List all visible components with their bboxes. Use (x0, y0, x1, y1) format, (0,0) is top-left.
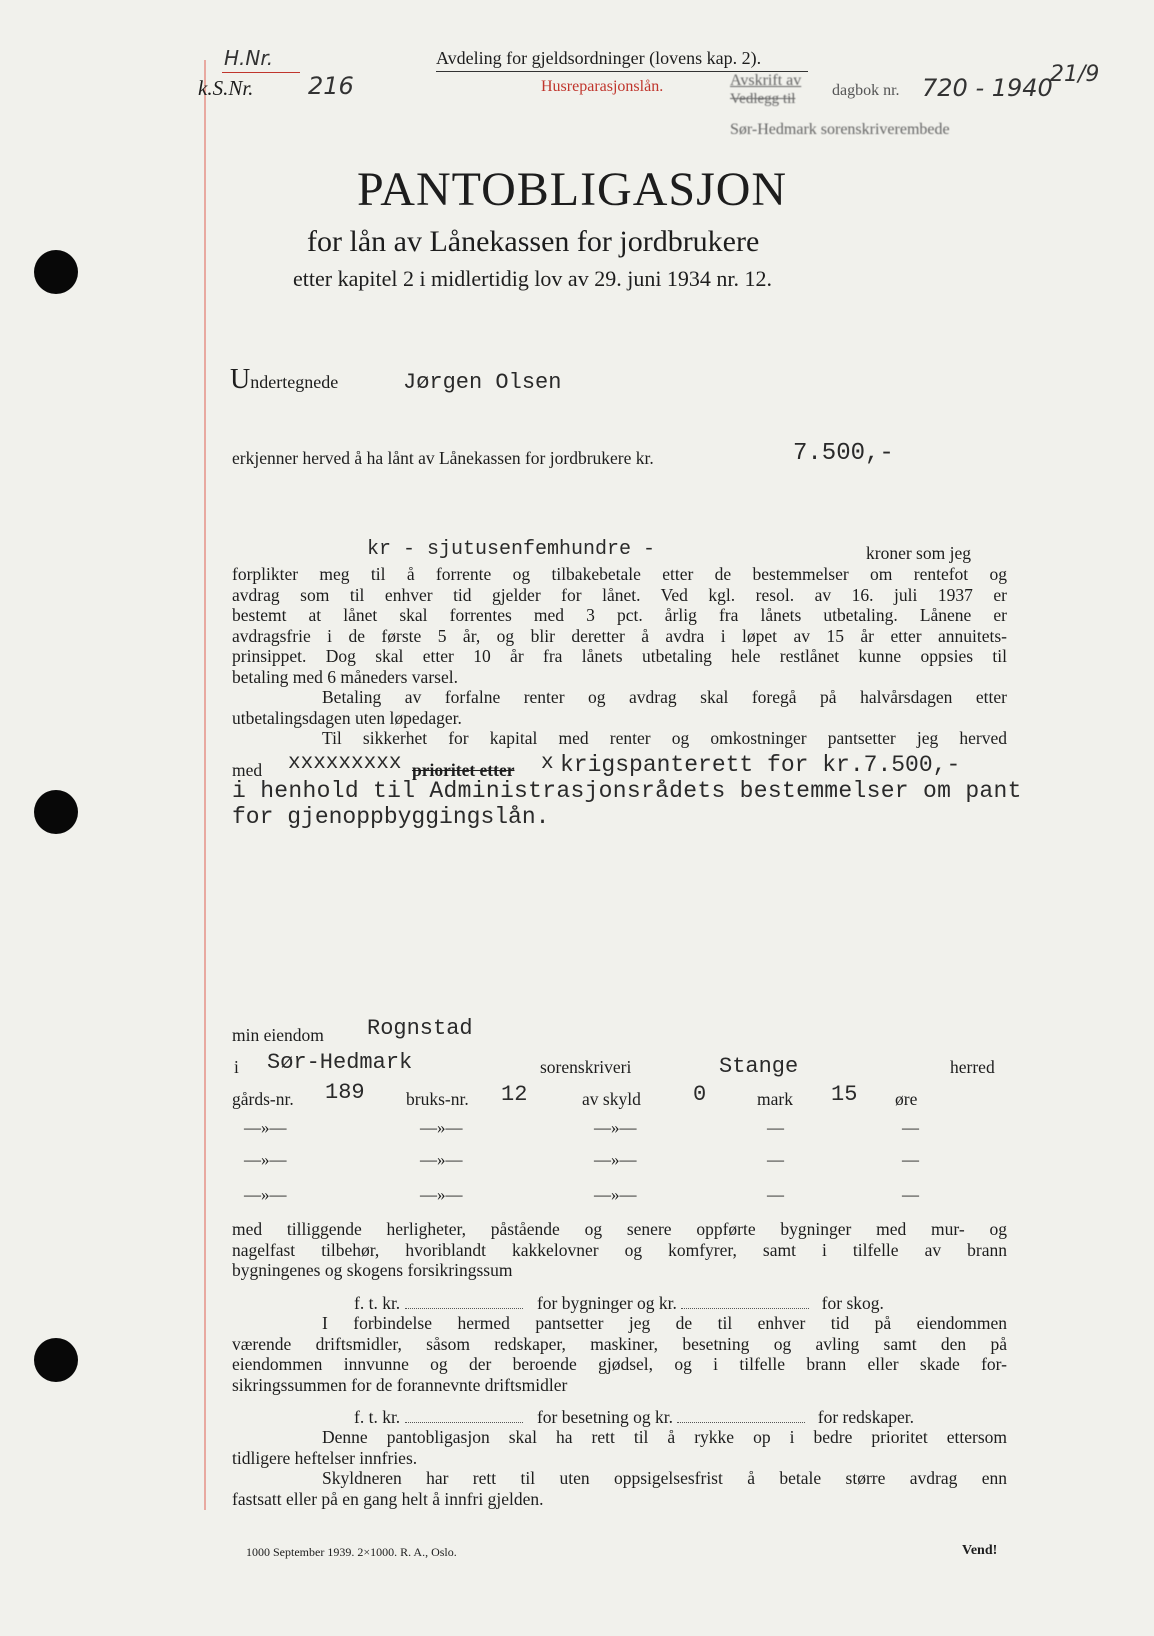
payment-line-2: utbetalingsdagen uten løpedager. (232, 707, 462, 728)
debtor-name: Jørgen Olsen (403, 370, 562, 395)
insurance-line-2 (354, 1407, 914, 1428)
ditto-mark: —»— (420, 1118, 463, 1137)
insurance-blank (677, 1408, 805, 1423)
debtor-label-initial: U (230, 364, 251, 395)
repayment-line-1: Skyldneren har rett til uten oppsigelsesfrist å betale større avdrag enn (322, 1468, 1007, 1488)
security-struck-x: xxxxxxxxx (288, 752, 402, 775)
gards-nr-value: 189 (325, 1080, 365, 1105)
ks-nr-value: 216 (308, 72, 354, 100)
kroner-suffix: kroner som jeg (866, 543, 971, 563)
ditto-mark: —»— (244, 1118, 287, 1137)
insurance-ftkr-label: f. t. kr. (354, 1407, 401, 1427)
ditto-mark: —»— (594, 1185, 637, 1204)
department-heading: Avdeling for gjeldsordninger (lovens kap. 2). (436, 48, 762, 68)
bruks-nr-value: 12 (501, 1082, 528, 1107)
ditto-mark: —»— (420, 1185, 463, 1204)
herred-value: Stange (719, 1054, 799, 1079)
priority-line-1: Denne pantobligasjon skal ha rett til å rykke op i bedre prioritet ettersom (322, 1427, 1007, 1447)
security-line-2: i henhold til Administrasjonsrådets bestemmelser om pant (232, 778, 1022, 804)
debtor-label (230, 364, 338, 396)
district-value: Sør-Hedmark (267, 1050, 413, 1075)
document-title: PANTOBLIGASJON (357, 163, 788, 216)
dash-mark: — (902, 1185, 919, 1204)
document-subtitle-1: for lån av Lånekassen for jordbrukere (307, 225, 760, 258)
skyld-label: av skyld (582, 1089, 641, 1109)
insurance-ftkr-label: f. t. kr. (354, 1293, 401, 1313)
insurance-livestock-label: for besetning og kr. (536, 1407, 674, 1427)
security-struck-tail: x (541, 752, 554, 775)
h-nr-label: H.Nr. (224, 46, 274, 70)
security-intro: Til sikkerhet for kapital med renter og omkostninger pantsetter jeg herved (322, 728, 1007, 748)
loan-amount: 7.500,- (793, 440, 894, 467)
date-note: 21/9 (1050, 62, 1100, 87)
insurance-forest-label: for skog. (821, 1293, 884, 1313)
h-nr-underline (222, 72, 300, 73)
dash-mark: — (767, 1118, 784, 1137)
stamp-court: Sør-Hedmark sorenskriverembede (730, 121, 950, 138)
stamp-avskrift: Avskrift av (730, 72, 802, 89)
amount-in-words: kr - sjutusenfemhundre - (367, 538, 656, 561)
loan-type: Husreparasjonslån. (541, 78, 664, 95)
debtor-label-rest: ndertegnede (250, 372, 339, 392)
gards-nr-label: gårds-nr. (232, 1089, 294, 1109)
security-struck-priority: prioritet etter (412, 760, 515, 780)
insurance-buildings-label: for bygninger og kr. (536, 1293, 677, 1313)
terms-line-5: prinsippet. Dog skal etter 10 år fra lånets utbetaling hele restlånet kunne oppsies til (232, 646, 1007, 666)
appurtenances-paragraph (232, 1219, 1007, 1281)
dash-mark: — (902, 1118, 919, 1137)
punch-hole-middle (34, 790, 78, 834)
skyld-mark-value: 0 (693, 1082, 707, 1107)
priority-line-2: tidligere heftelser innfries. (232, 1447, 418, 1468)
equipment-line-4: sikringssummen for de forannevnte driftsmidler (232, 1374, 568, 1395)
terms-line-2: avdrag som til enhver tid gjelder for lånet. Ved kgl. resol. av 16. juli 1937 er (232, 584, 1007, 605)
ditto-mark: —»— (594, 1118, 637, 1137)
terms-line-6: betaling med 6 måneders varsel. (232, 666, 458, 687)
bruks-nr-label: bruks-nr. (406, 1089, 469, 1109)
terms-paragraph (232, 564, 1007, 749)
dash-mark: — (902, 1150, 919, 1169)
appurtenances-line-3: bygningenes og skogens forsikringssum (232, 1260, 513, 1280)
ditto-mark: —»— (594, 1150, 637, 1169)
district-i-label: i (234, 1057, 239, 1077)
stamp-vedlegg: Vedlegg til (730, 91, 796, 107)
property-label: min eiendom (232, 1025, 324, 1045)
appurtenances-line-1: med tilliggende herligheter, påstående og senere oppførte bygninger med mur- og (232, 1219, 1007, 1239)
vend-label: Vend! (962, 1543, 998, 1558)
red-margin-line (204, 60, 206, 1510)
payment-line-1: Betaling av forfalne renter og avdrag skal foregå på halvårsdagen etter (322, 687, 1007, 707)
appurtenances-line-2: nagelfast tilbehør, hvoriblandt kakkelovner og komfyrer, samt i tilfelle av brann (232, 1239, 1007, 1260)
terms-line-4: avdragsfrie i de første 5 år, og blir deretter å avdra i løpet av 15 år etter annuitets- (232, 625, 1007, 646)
ditto-mark: —»— (244, 1150, 287, 1169)
closing-paragraphs (232, 1427, 1007, 1509)
mark-label: mark (757, 1089, 793, 1109)
security-line-3: for gjenoppbyggingslån. (232, 804, 550, 830)
dash-mark: — (767, 1185, 784, 1204)
insurance-blank (681, 1294, 809, 1309)
ditto-mark: —»— (420, 1150, 463, 1169)
dagbok-value: 720 - 1940 (922, 74, 1053, 102)
dash-mark: — (767, 1150, 784, 1169)
ditto-mark: —»— (244, 1185, 287, 1204)
equipment-line-2: værende driftsmidler, såsom redskaper, maskiner, besetning og avling samt den på (232, 1333, 1007, 1354)
print-info: 1000 September 1939. 2×1000. R. A., Oslo. (246, 1545, 457, 1559)
terms-line-1: forplikter meg til å forrente og tilbakebetale etter de bestemmelser om rentefot og (232, 564, 1007, 584)
sorenskriveri-label: sorenskriveri (540, 1057, 632, 1077)
ore-value: 15 (831, 1082, 858, 1107)
insurance-tools-label: for redskaper. (817, 1407, 914, 1427)
dagbok-label: dagbok nr. (832, 82, 900, 99)
insurance-blank (405, 1408, 523, 1423)
security-med-label: med (232, 760, 263, 780)
herred-label: herred (950, 1057, 995, 1077)
repayment-line-2: fastsatt eller på en gang helt å innfri gjelden. (232, 1488, 544, 1509)
ks-nr-label: k.S.Nr. (198, 76, 254, 100)
security-line-1: krigspanterett for kr.7.500,- (560, 752, 961, 778)
insurance-line-1 (354, 1293, 884, 1314)
ore-label: øre (895, 1089, 918, 1109)
document-subtitle-2: etter kapitel 2 i midlertidig lov av 29. juni 1934 nr. 12. (293, 266, 773, 291)
punch-hole-bottom (34, 1338, 78, 1382)
terms-line-3: bestemt at lånet skal forrentes med 3 pct. årlig fra lånets utbetaling. Lånene er (232, 605, 1007, 625)
equipment-line-3: eiendommen innvunne og der beroende gjødsel, og i tilfelle brann eller skade for- (232, 1354, 1007, 1374)
equipment-paragraph (232, 1313, 1007, 1395)
property-name: Rognstad (367, 1016, 473, 1041)
punch-hole-top (34, 250, 78, 294)
equipment-line-1: I forbindelse hermed pantsetter jeg de til enhver tid på eiendommen (322, 1313, 1007, 1333)
insurance-blank (405, 1294, 523, 1309)
acknowledge-text: erkjenner herved å ha lånt av Lånekassen for jordbrukere kr. (232, 448, 654, 468)
